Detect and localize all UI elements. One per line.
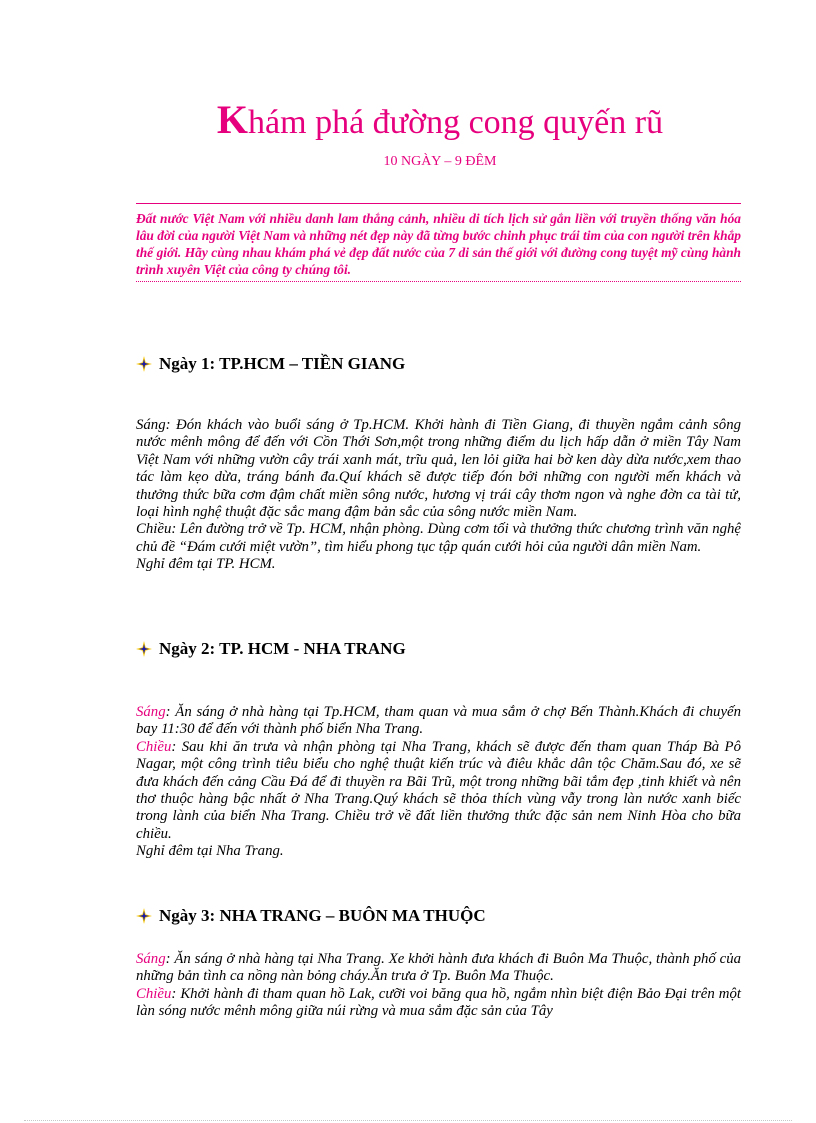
day-3-afternoon — [136, 986, 741, 1021]
day-1-body — [136, 417, 741, 574]
day-3-body — [136, 951, 741, 1021]
day-2-afternoon-text: : Sau khi ăn trưa và nhận phòng tại Nha Trang, khách sẽ được đến tham quan Tháp Bà Pô Nagar, một công trình tiêu biểu cho nghệ thuật kiến trúc và điêu khắc dân tộc Chăm.Sau đó, xe sẽ đưa khách đến cảng Cầu Đá để đi thuyền ra Bãi Trũ, một trong những bãi tắm đẹp ,tinh khiết và nên thơ thuộc hàng bậc nhất ở Nha Trang.Quý khách sẽ thỏa thích vùng vẫy trong làn nước xanh biếc trong lành của biển Nha Trang. Chiều trở về đất liền thưởng thức đặc sản nem Ninh Hòa cho bữa chiều. — [136, 738, 741, 842]
day-1-afternoon-text: Lên đường trở về Tp. HCM, nhận phòng. Dùng cơm tối và thưởng thức chương trình văn nghệ chủ đề “Đám cưới miệt vườn”, tìm hiểu phong tục tập quán cưới hỏi của người dân miền Nam. — [136, 521, 741, 555]
day-2-morning — [136, 704, 741, 739]
day-2-afternoon — [136, 739, 741, 843]
title-rest: hám phá đường cong quyến rũ — [248, 104, 664, 141]
day-1-title: Ngày 1: TP.HCM – TIỀN GIANG — [159, 354, 406, 373]
title-divider — [136, 203, 741, 204]
day-3-afternoon-label: Chiều — [136, 985, 172, 1002]
title-initial: K — [216, 97, 249, 142]
day-3-title: Ngày 3: NHA TRANG – BUÔN MA THUỘC — [159, 906, 486, 925]
day-1-afternoon-label: Chiều: — [136, 521, 177, 538]
document-title — [0, 96, 816, 143]
day-1-heading — [136, 352, 741, 376]
day-3-morning — [136, 951, 741, 986]
day-2-night: Nghỉ đêm tại Nha Trang. — [136, 843, 284, 860]
day-2-title: Ngày 2: TP. HCM - NHA TRANG — [159, 639, 406, 658]
day-1-morning-text: Đón khách vào buổi sáng ở Tp.HCM. Khởi hành đi Tiền Giang, đi thuyền ngắm cảnh sông nước mênh mông để đến với Cồn Thới Sơn,một trong những điểm du lịch hấp dẫn ở miền Tây Nam Việt Nam với những vườn cây trái xanh mát, trĩu quả, len lỏi giữa hai bờ ken dày dừa nước,xem thao tác làm kẹo dừa, tráng bánh đa.Quí khách sẽ được tiếp đón bởi những con người mến khách và thưởng thức bữa cơm đậm chất miền sông nước, hương vị trái cây thơm ngon và nghe đờn ca tài tử, loại hình nghệ thuật đặc sắc mang đậm bản sắc của sông nước miền Nam. — [136, 417, 741, 521]
day-3-heading — [136, 904, 741, 928]
day-2-heading — [136, 637, 741, 661]
day-1-morning — [136, 417, 741, 521]
cross-bullet-icon — [136, 908, 152, 924]
day-2-afternoon-label: Chiều — [136, 738, 172, 755]
day-1-night: Nghỉ đêm tại TP. HCM. — [136, 556, 276, 573]
day-3-morning-text: : Ăn sáng ở nhà hàng tại Nha Trang. Xe khởi hành đưa khách đi Buôn Ma Thuộc, thành phố của những bản tình ca nồng nàn bỏng cháy.Ăn trưa ở Tp. Buôn Ma Thuộc. — [136, 951, 741, 985]
day-1-afternoon — [136, 521, 741, 556]
page-bottom-divider — [24, 1120, 792, 1121]
day-2-morning-label: Sáng — [136, 704, 166, 720]
day-1-morning-label: Sáng: — [136, 417, 171, 433]
day-3-afternoon-text: : Khởi hành đi tham quan hồ Lak, cưỡi voi băng qua hồ, ngắm nhìn biệt điện Bảo Đại trên một làn sóng nước mênh mông giữa núi rừng và mua sắm đặc sản của Tây — [136, 985, 741, 1020]
intro-paragraph: Đất nước Việt Nam với nhiều danh lam thắng cảnh, nhiều di tích lịch sử gắn liền với truyền thống văn hóa lâu đời của người Việt Nam và những nét đẹp này đã từng bước chinh phục trái tim của con người trên khắp thế giới. Hãy cùng nhau khám phá vẻ đẹp đất nước của 7 di sản thế giới với đường cong tuyệt mỹ cùng hành trình xuyên Việt của công ty chúng tôi. — [136, 210, 741, 282]
cross-bullet-icon — [136, 356, 152, 372]
document-subtitle: 10 NGÀY – 9 ĐÊM — [383, 154, 497, 169]
day-2-morning-text: : Ăn sáng ở nhà hàng tại Tp.HCM, tham quan và mua sắm ở chợ Bến Thành.Khách đi chuyến bay 11:30 để đến với thành phố biển Nha Trang. — [136, 704, 741, 738]
cross-bullet-icon — [136, 641, 152, 657]
day-3-morning-label: Sáng — [136, 951, 166, 967]
day-2-body — [136, 704, 741, 861]
